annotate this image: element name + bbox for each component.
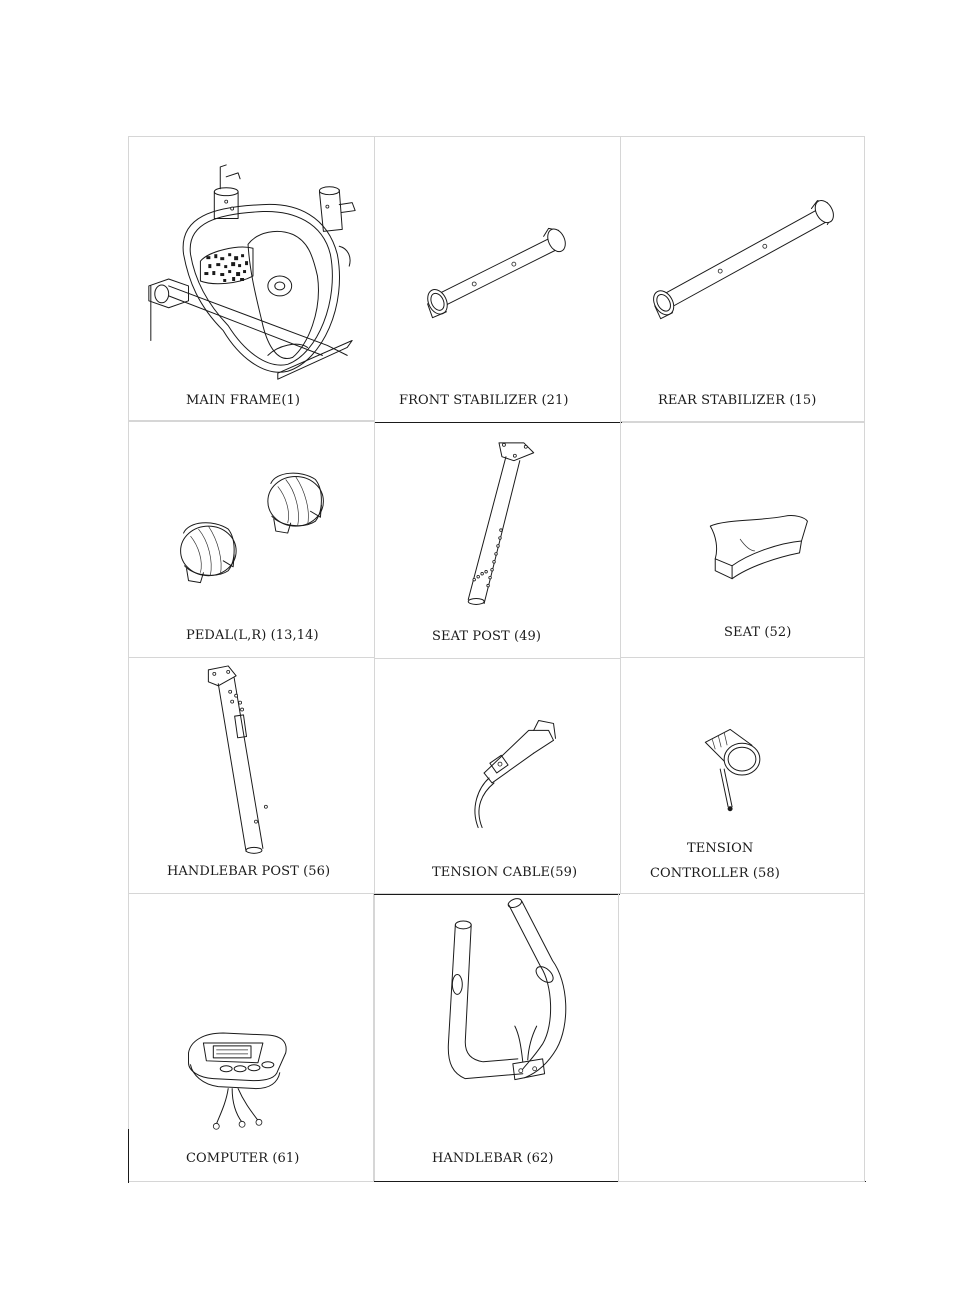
pedal-drawing	[129, 422, 374, 657]
part-label-tension-cable: TENSION CABLE(59)	[432, 865, 578, 880]
part-label-tension-controller-line2: CONTROLLER (58)	[650, 866, 780, 881]
part-label-seat-post: SEAT POST (49)	[432, 629, 542, 644]
part-cell-empty	[618, 893, 865, 1182]
cell-top-rule	[375, 422, 622, 423]
part-cell-handlebar-post	[128, 657, 375, 894]
cell-left-rule	[128, 1129, 129, 1183]
part-label-handlebar-post: HANDLEBAR POST (56)	[167, 864, 331, 879]
part-label-seat: SEAT (52)	[724, 625, 792, 640]
part-cell-handlebar	[373, 894, 619, 1182]
rear-stabilizer-drawing	[621, 137, 864, 422]
computer-drawing	[129, 894, 374, 1181]
handlebar-drawing	[374, 895, 618, 1181]
tension-cable-drawing	[375, 659, 620, 893]
part-cell-rear-stabilizer	[620, 136, 865, 423]
cell-top-rule	[374, 894, 620, 895]
part-label-main-frame: MAIN FRAME(1)	[186, 393, 301, 408]
part-cell-pedal	[128, 421, 375, 658]
part-label-tension-controller-line1: TENSION	[687, 841, 754, 856]
main-frame-drawing	[129, 137, 374, 420]
part-cell-seat-post	[374, 422, 621, 659]
part-cell-front-stabilizer	[374, 136, 621, 423]
part-cell-main-frame	[128, 136, 375, 421]
part-label-pedal: PEDAL(L,R) (13,14)	[186, 628, 319, 643]
part-cell-tension-controller	[620, 657, 865, 894]
parts-list-grid	[128, 136, 865, 1182]
handlebar-post-drawing	[129, 658, 374, 893]
seat-post-drawing	[375, 423, 620, 658]
part-cell-tension-cable	[374, 658, 621, 894]
part-label-front-stabilizer: FRONT STABILIZER (21)	[399, 393, 569, 408]
part-label-computer: COMPUTER (61)	[186, 1151, 300, 1166]
part-cell-computer	[128, 893, 375, 1182]
part-label-rear-stabilizer: REAR STABILIZER (15)	[658, 393, 817, 408]
part-cell-seat	[620, 421, 865, 658]
part-label-handlebar: HANDLEBAR (62)	[432, 1151, 554, 1166]
front-stabilizer-drawing	[375, 137, 620, 422]
